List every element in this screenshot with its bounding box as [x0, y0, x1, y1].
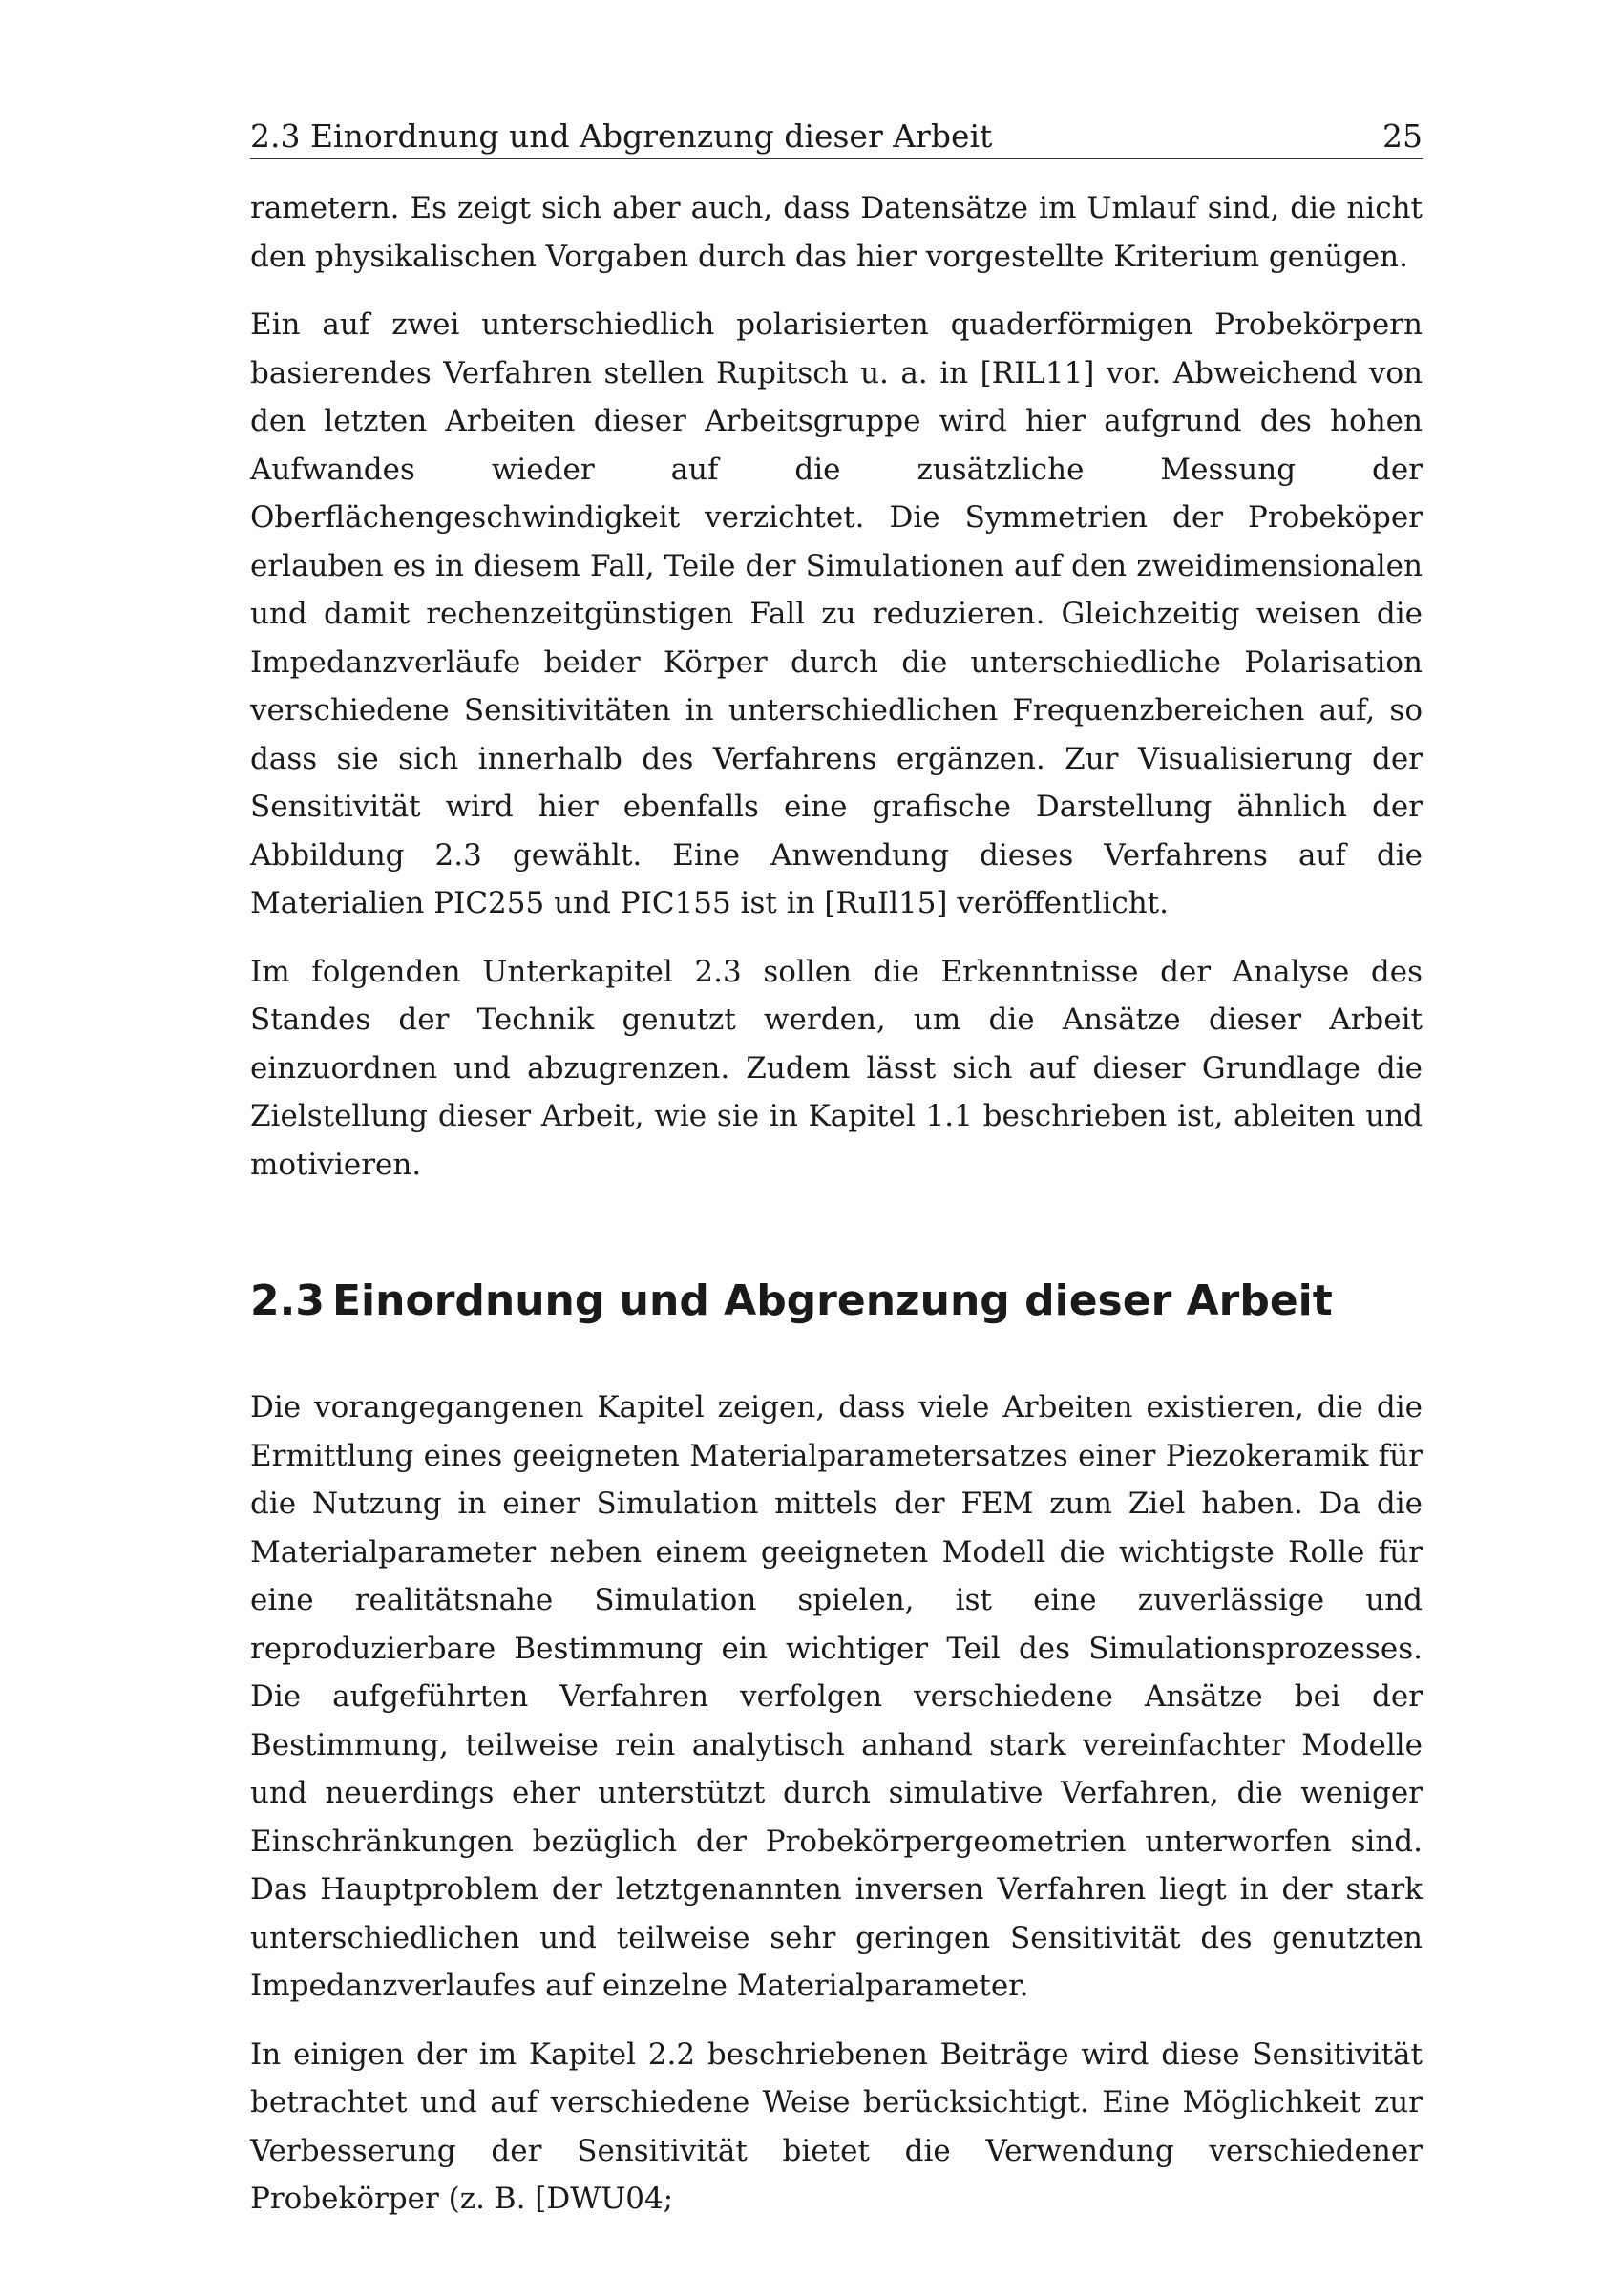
paragraph: In einigen der im Kapitel 2.2 beschriebenen Beiträge wird diese Sensitivität betrachtet und auf verschiedene Weise berücksichtigt. Eine Möglichkeit zur Verbesserung der Sensitivität bietet die Verwendung verschiedener Probekörper (z. B. [DWU04;: [250, 2036, 1423, 2216]
section-number: 2.3: [250, 1276, 325, 1325]
section-title: Einordnung und Abgrenzung dieser Arbeit: [332, 1276, 1333, 1325]
page-content: [250, 115, 1423, 2224]
paragraph: Die vorangegangenen Kapitel zeigen, dass viele Arbeiten existieren, die die Ermittlung eines geeigneten Materialparametersatzes einer Piezokeramik für die Nutzung in einer Simulation mittels der FEM zum Ziel haben. Da die Materialparameter neben einem geeigneten Modell die wichtigste Rolle für eine realitätsnahe Simulation spielen, ist eine zuverlässige und reproduzierbare Bestimmung ein wichtiger Teil des Simulationsprozesses. Die aufgeführten Verfahren verfolgen verschiedene Ansätze bei der Bestimmung, teilweise rein analytisch anhand stark vereinfachter Modelle und neuerdings eher unterstützt durch simulative Verfahren, die weniger Einschränkungen bezüglich der Probekörpergeometrien unterworfen sind. Das Hauptproblem der letztgenannten inversen Verfahren liegt in der stark unterschiedlichen und teilweise sehr geringen Sensitivität des genutzten Impedanzverlaufes auf einzelne Materialparameter.: [250, 1390, 1423, 2003]
paragraph: Im folgenden Unterkapitel 2.3 sollen die Erkenntnisse der Analyse des Standes der Technik genutzt werden, um die Ansätze dieser Arbeit einzuordnen und abzugrenzen. Zudem lässt sich auf dieser Grundlage die Zielstellung dieser Arbeit, wie sie in Kapitel 1.1 beschrieben ist, ableiten und motivieren.: [250, 954, 1423, 1182]
paragraph: rametern. Es zeigt sich aber auch, dass Datensätze im Umlauf sind, die nicht den physikalischen Vorgaben durch das hier vorgestellte Kriterium genügen.: [250, 191, 1423, 274]
running-header-title: 2.3 Einordnung und Abgrenzung dieser Arbeit: [250, 117, 993, 155]
section-heading: [250, 1275, 1423, 1328]
paragraph: Ein auf zwei unterschiedlich polarisierten quaderförmigen Probekörpern basierendes Verfahren stellen Rupitsch u. a. in [RIL11] vor. Abweichend von den letzten Arbeiten dieser Arbeitsgruppe wird hier aufgrund des hohen Aufwandes wieder auf die zusätzliche Messung der Oberflächengeschwindigkeit verzichtet. Die Symmetrien der Probeköper erlauben es in diesem Fall, Teile der Simulationen auf den zweidimensionalen und damit rechenzeitgünstigen Fall zu reduzieren. Gleichzeitig weisen die Impedanzverläufe beider Körper durch die unterschiedliche Polarisation verschiedene Sensitivitäten in unterschiedlichen Frequenzbereichen auf, so dass sie sich innerhalb des Verfahrens ergänzen. Zur Visualisierung der Sensitivität wird hier ebenfalls eine grafische Darstellung ähnlich der Abbildung 2.3 gewählt. Eine Anwendung dieses Verfahrens auf die Materialien PIC255 und PIC155 ist in [RuIl15] veröffentlicht.: [250, 307, 1423, 920]
running-header: [250, 115, 1423, 159]
page-number: 25: [1382, 117, 1423, 155]
